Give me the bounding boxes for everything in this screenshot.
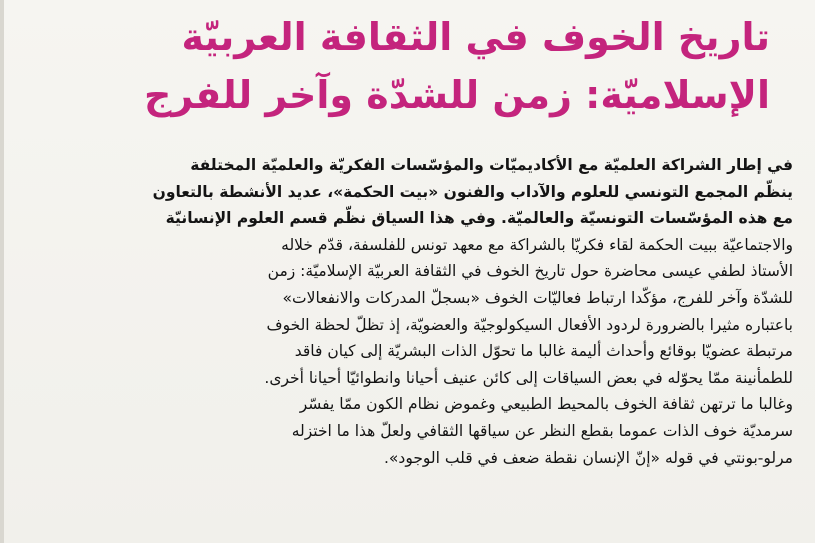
headline-line-1: تاريخ الخوف في الثقافة العربيّة (181, 15, 770, 59)
article-line-10: وغالبا ما ترتهن ثقافة الخوف بالمحيط الطبيعي وغموض نظام الكون ممّا يفسّر (299, 395, 793, 414)
article-headline (40, 8, 770, 124)
cropped-text-remnant (600, 0, 800, 6)
article-line-5: الأستاذ لطفي عيسى محاضرة حول تاريخ الخوف في الثقافة العربيّة الإسلاميّة: زمن (267, 262, 793, 281)
article-line-6: للشدّة وآخر للفرج، مؤكّدا ارتباط فعاليّات الخوف «بسجلّ المدركات والانفعالات» (282, 288, 793, 307)
headline-line-2: الإسلاميّة: زمن للشدّة وآخر للفرج (144, 73, 770, 117)
article-line-3: مع هذه المؤسّسات التونسيّة والعالميّة. وفي هذا السياق نظّم قسم العلوم الإنسانيّة (165, 209, 793, 228)
article-line-9: للطمأنينة ممّا يحوّله في بعض السياقات إلى كائن عنيف أحيانا وانطوائيّا أحيانا أخرى. (264, 368, 793, 387)
article-line-7: باعتباره مثيرا بالضرورة لردود الأفعال السيكولوجيّة والعضويّة، إذ تظلّ لحظة الخوف (266, 315, 793, 334)
article-body (41, 152, 793, 471)
scan-edge (0, 0, 4, 543)
article-line-11: سرمديّة خوف الذات عموما بقطع النظر عن سياقها الثقافي ولعلّ هذا ما اختزله (291, 421, 793, 440)
article-line-1: في إطار الشراكة العلميّة مع الأكاديميّات والمؤسّسات الفكريّة والعلميّة المختلفة (190, 156, 793, 174)
article-line-12: مرلو-بونتي في قوله «إنّ الإنسان نقطة ضعف في قلب الوجود». (384, 448, 793, 467)
article-line-2: ينظّم المجمع التونسي للعلوم والآداب والفنون «بيت الحكمة»، عديد الأنشطة بالتعاون (152, 182, 793, 201)
article-line-8: مرتبطة عضويّا بوقائع وأحداث أليمة غالبا ما تحوّل الذات البشريّة إلى كيان فاقد (294, 342, 793, 361)
article-line-4: والاجتماعيّة ببيت الحكمة لقاء فكريّا بالشراكة مع معهد تونس للفلسفة، قدّم خلاله (281, 235, 793, 254)
